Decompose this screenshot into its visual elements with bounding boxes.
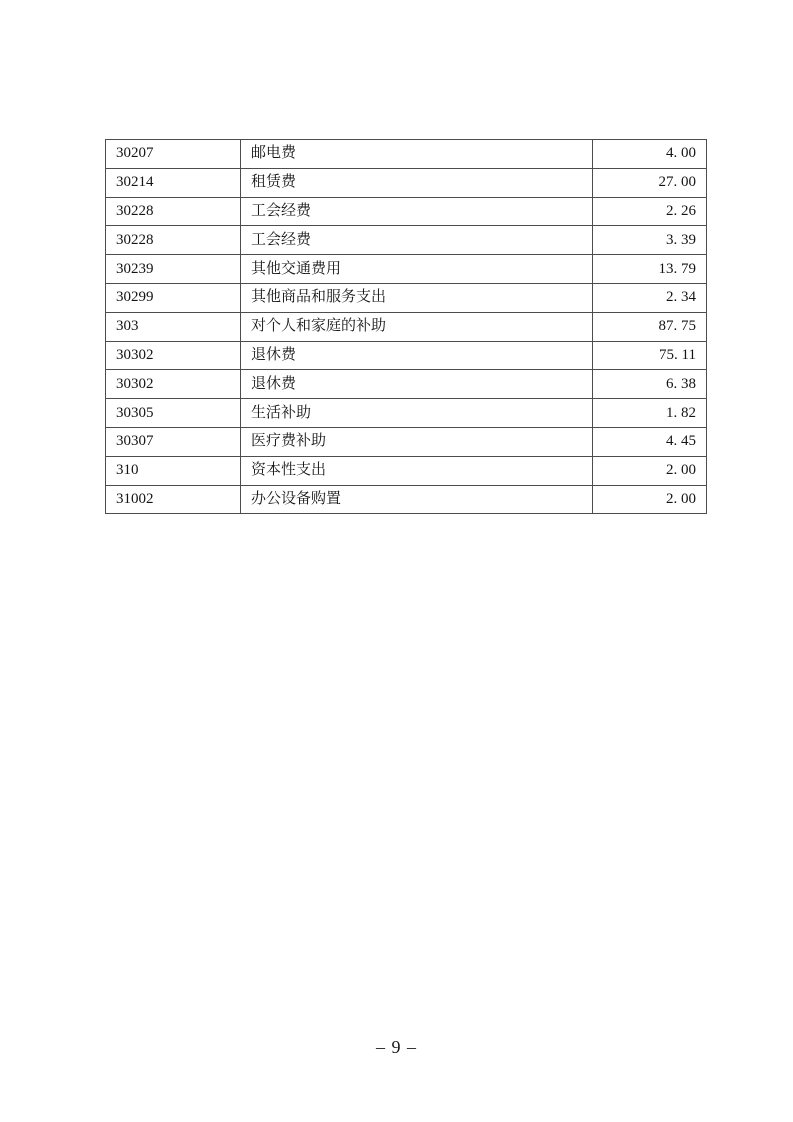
row-code-cell: 30214 xyxy=(106,168,241,197)
row-code-cell: 30302 xyxy=(106,341,241,370)
budget-table xyxy=(105,139,707,514)
row-code-cell: 30207 xyxy=(106,140,241,169)
row-code-cell: 30239 xyxy=(106,255,241,284)
row-code-cell: 30228 xyxy=(106,197,241,226)
row-item-cell: 租赁费 xyxy=(241,168,593,197)
row-item-cell: 医疗费补助 xyxy=(241,427,593,456)
row-item-cell: 其他商品和服务支出 xyxy=(241,283,593,312)
table-row xyxy=(106,427,707,456)
row-amount-cell: 2. 26 xyxy=(593,197,707,226)
row-amount-cell: 2. 00 xyxy=(593,456,707,485)
table-row xyxy=(106,255,707,284)
budget-table-body xyxy=(106,140,707,514)
row-amount-cell: 4. 00 xyxy=(593,140,707,169)
table-row xyxy=(106,399,707,428)
row-item-cell: 生活补助 xyxy=(241,399,593,428)
table-row xyxy=(106,341,707,370)
row-item-cell: 工会经费 xyxy=(241,197,593,226)
row-amount-cell: 13. 79 xyxy=(593,255,707,284)
row-amount-cell: 1. 82 xyxy=(593,399,707,428)
row-code-cell: 30228 xyxy=(106,226,241,255)
table-row xyxy=(106,312,707,341)
row-item-cell: 退休费 xyxy=(241,370,593,399)
row-code-cell: 303 xyxy=(106,312,241,341)
row-amount-cell: 75. 11 xyxy=(593,341,707,370)
row-item-cell: 工会经费 xyxy=(241,226,593,255)
row-item-cell: 资本性支出 xyxy=(241,456,593,485)
row-code-cell: 31002 xyxy=(106,485,241,514)
row-item-cell: 对个人和家庭的补助 xyxy=(241,312,593,341)
row-code-cell: 30302 xyxy=(106,370,241,399)
row-item-cell: 退休费 xyxy=(241,341,593,370)
row-code-cell: 30299 xyxy=(106,283,241,312)
table-row xyxy=(106,456,707,485)
row-code-cell: 30307 xyxy=(106,427,241,456)
row-code-cell: 30305 xyxy=(106,399,241,428)
table-row xyxy=(106,168,707,197)
table-row xyxy=(106,485,707,514)
table-row xyxy=(106,140,707,169)
row-item-cell: 办公设备购置 xyxy=(241,485,593,514)
page-number: – 9 – xyxy=(376,1037,417,1057)
row-item-cell: 其他交通费用 xyxy=(241,255,593,284)
row-amount-cell: 27. 00 xyxy=(593,168,707,197)
row-item-cell: 邮电费 xyxy=(241,140,593,169)
row-code-cell: 310 xyxy=(106,456,241,485)
table-row xyxy=(106,197,707,226)
row-amount-cell: 87. 75 xyxy=(593,312,707,341)
row-amount-cell: 3. 39 xyxy=(593,226,707,255)
row-amount-cell: 4. 45 xyxy=(593,427,707,456)
table-row xyxy=(106,226,707,255)
table-row xyxy=(106,283,707,312)
table-row xyxy=(106,370,707,399)
row-amount-cell: 2. 34 xyxy=(593,283,707,312)
row-amount-cell: 2. 00 xyxy=(593,485,707,514)
row-amount-cell: 6. 38 xyxy=(593,370,707,399)
